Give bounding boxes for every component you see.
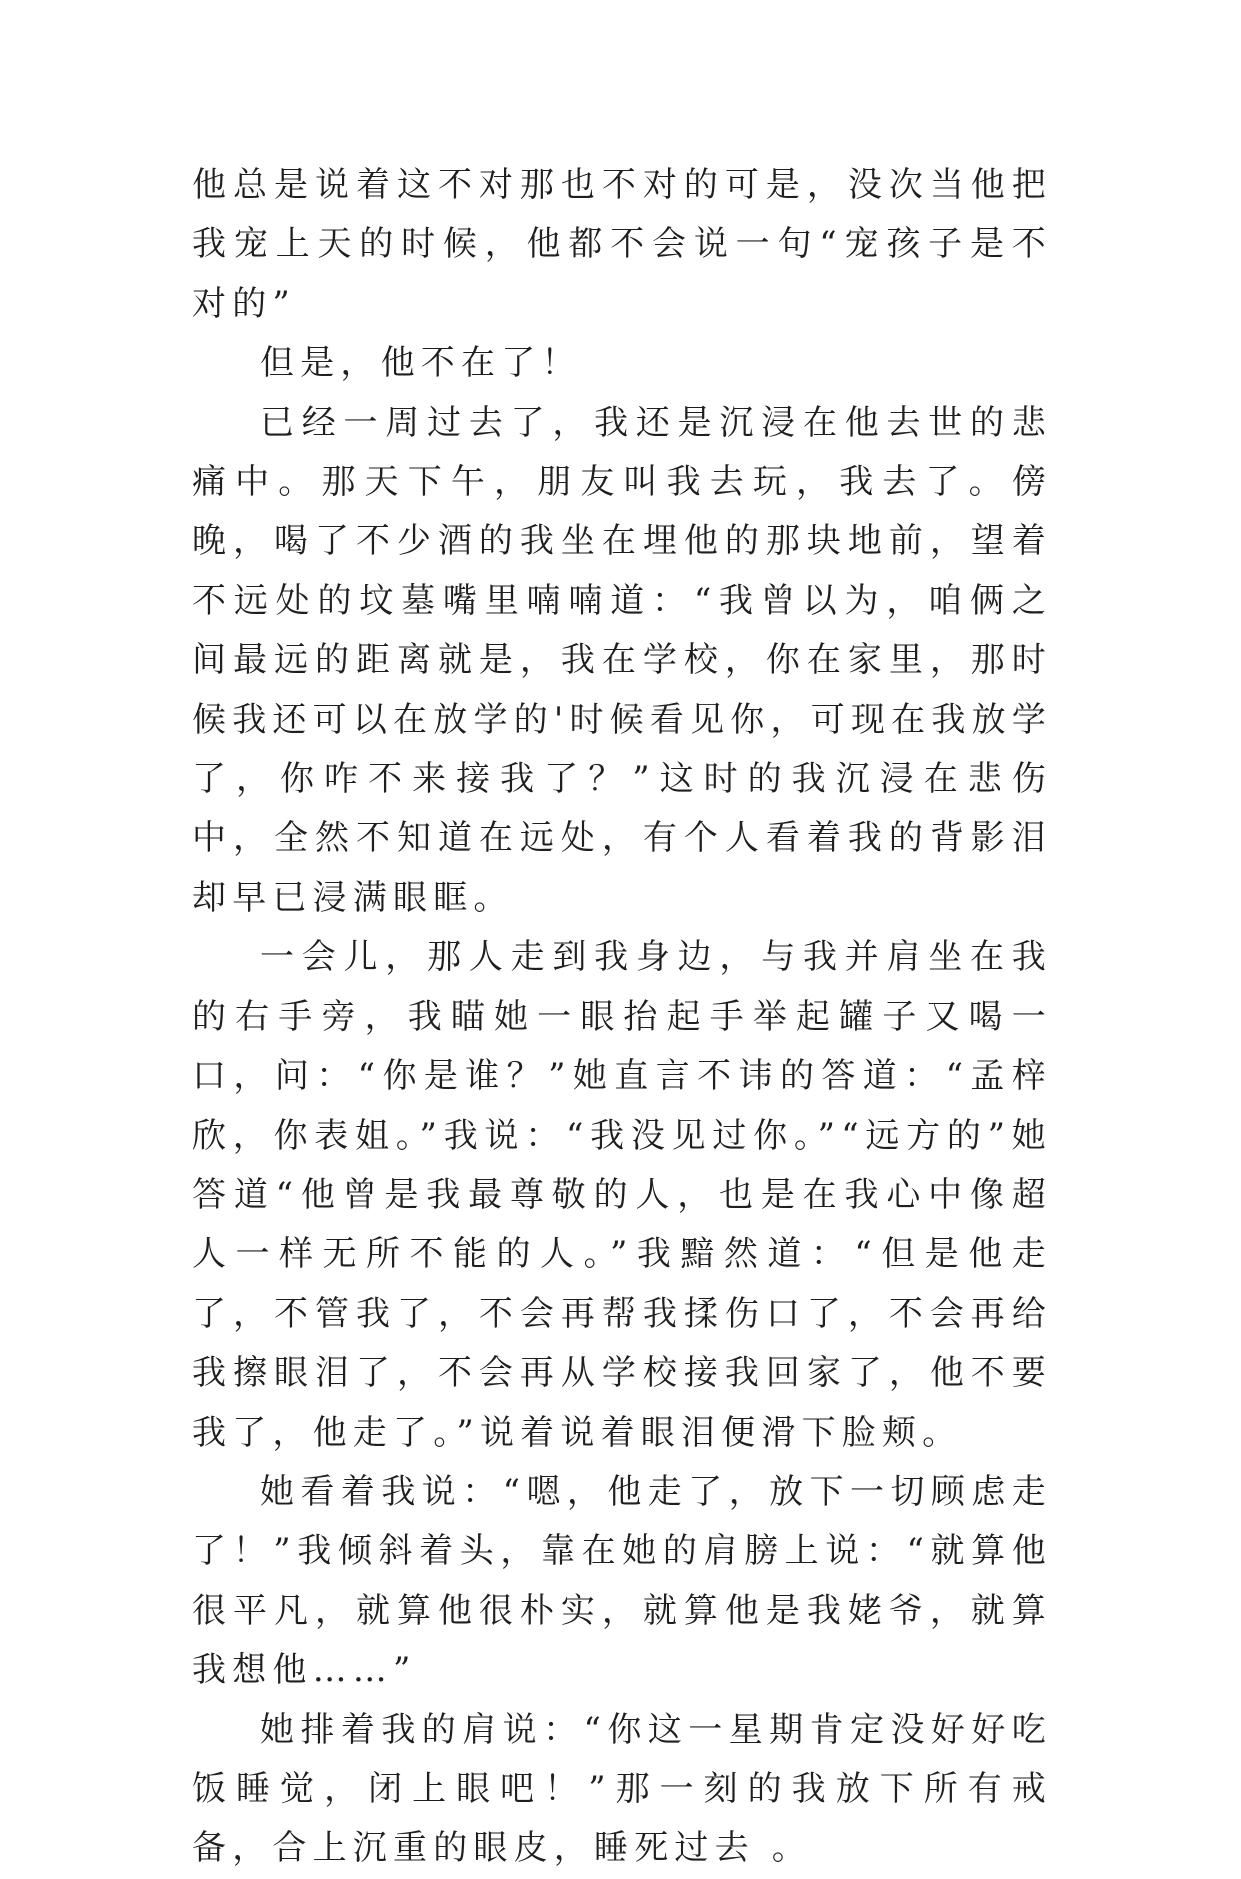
paragraph-5: 她看着我说：“嗯，他走了，放下一切顾虑走了！”我倾斜着头，靠在她的肩膀上说：“就算他很平凡，就算他很朴实，就算他是我姥爷，就算我想他……” <box>192 1471 1052 1691</box>
paragraph-3: 已经一周过去了，我还是沉浸在他去世的悲痛中。那天下午，朋友叫我去玩，我去了。傍晚，喝了不少酒的我坐在埋他的那块地前，望着不远处的坟墓嘴里喃喃道：“我曾以为，咱俩之间最远的距离就是，我在学校，你在家里，那时候我还可以在放学的'时候看见你，可现在我放学了，你咋不来接我了？”这时的我沉浸在悲伤中，全然不知道在远处，有个人看着我的背影泪却早已浸满眼眶。 <box>192 402 1052 918</box>
paragraph-6: 她排着我的肩说：“你这一星期肯定没好好吃饭睡觉，闭上眼吧！”那一刻的我放下所有戒备，合上沉重的眼皮，睡死过去 。 <box>192 1709 1052 1869</box>
paragraph-2: 但是，他不在了！ <box>260 343 582 384</box>
paragraph-1: 他总是说着这不对那也不对的可是，没次当他把我宠上天的时候，他都不会说一句“宠孩子是不对的” <box>192 165 1052 324</box>
paragraph-4: 一会儿，那人走到我身边，与我并肩坐在我的右手旁，我瞄她一眼抬起手举起罐子又喝一口，问：“你是谁？”她直言不讳的答道：“孟梓欣，你表姐。”我说：“我没见过你。”“远方的”她答道“他曾是我最尊敬的人，也是在我心中像超人一样无所不能的人。”我黯然道：“但是他走了，不管我了，不会再帮我揉伤口了，不会再给我擦眼泪了，不会再从学校接我回家了，他不要我了，他走了。”说着说着眼泪便滑下脸颊。 <box>192 937 1052 1453</box>
body-text <box>192 156 1052 1879</box>
